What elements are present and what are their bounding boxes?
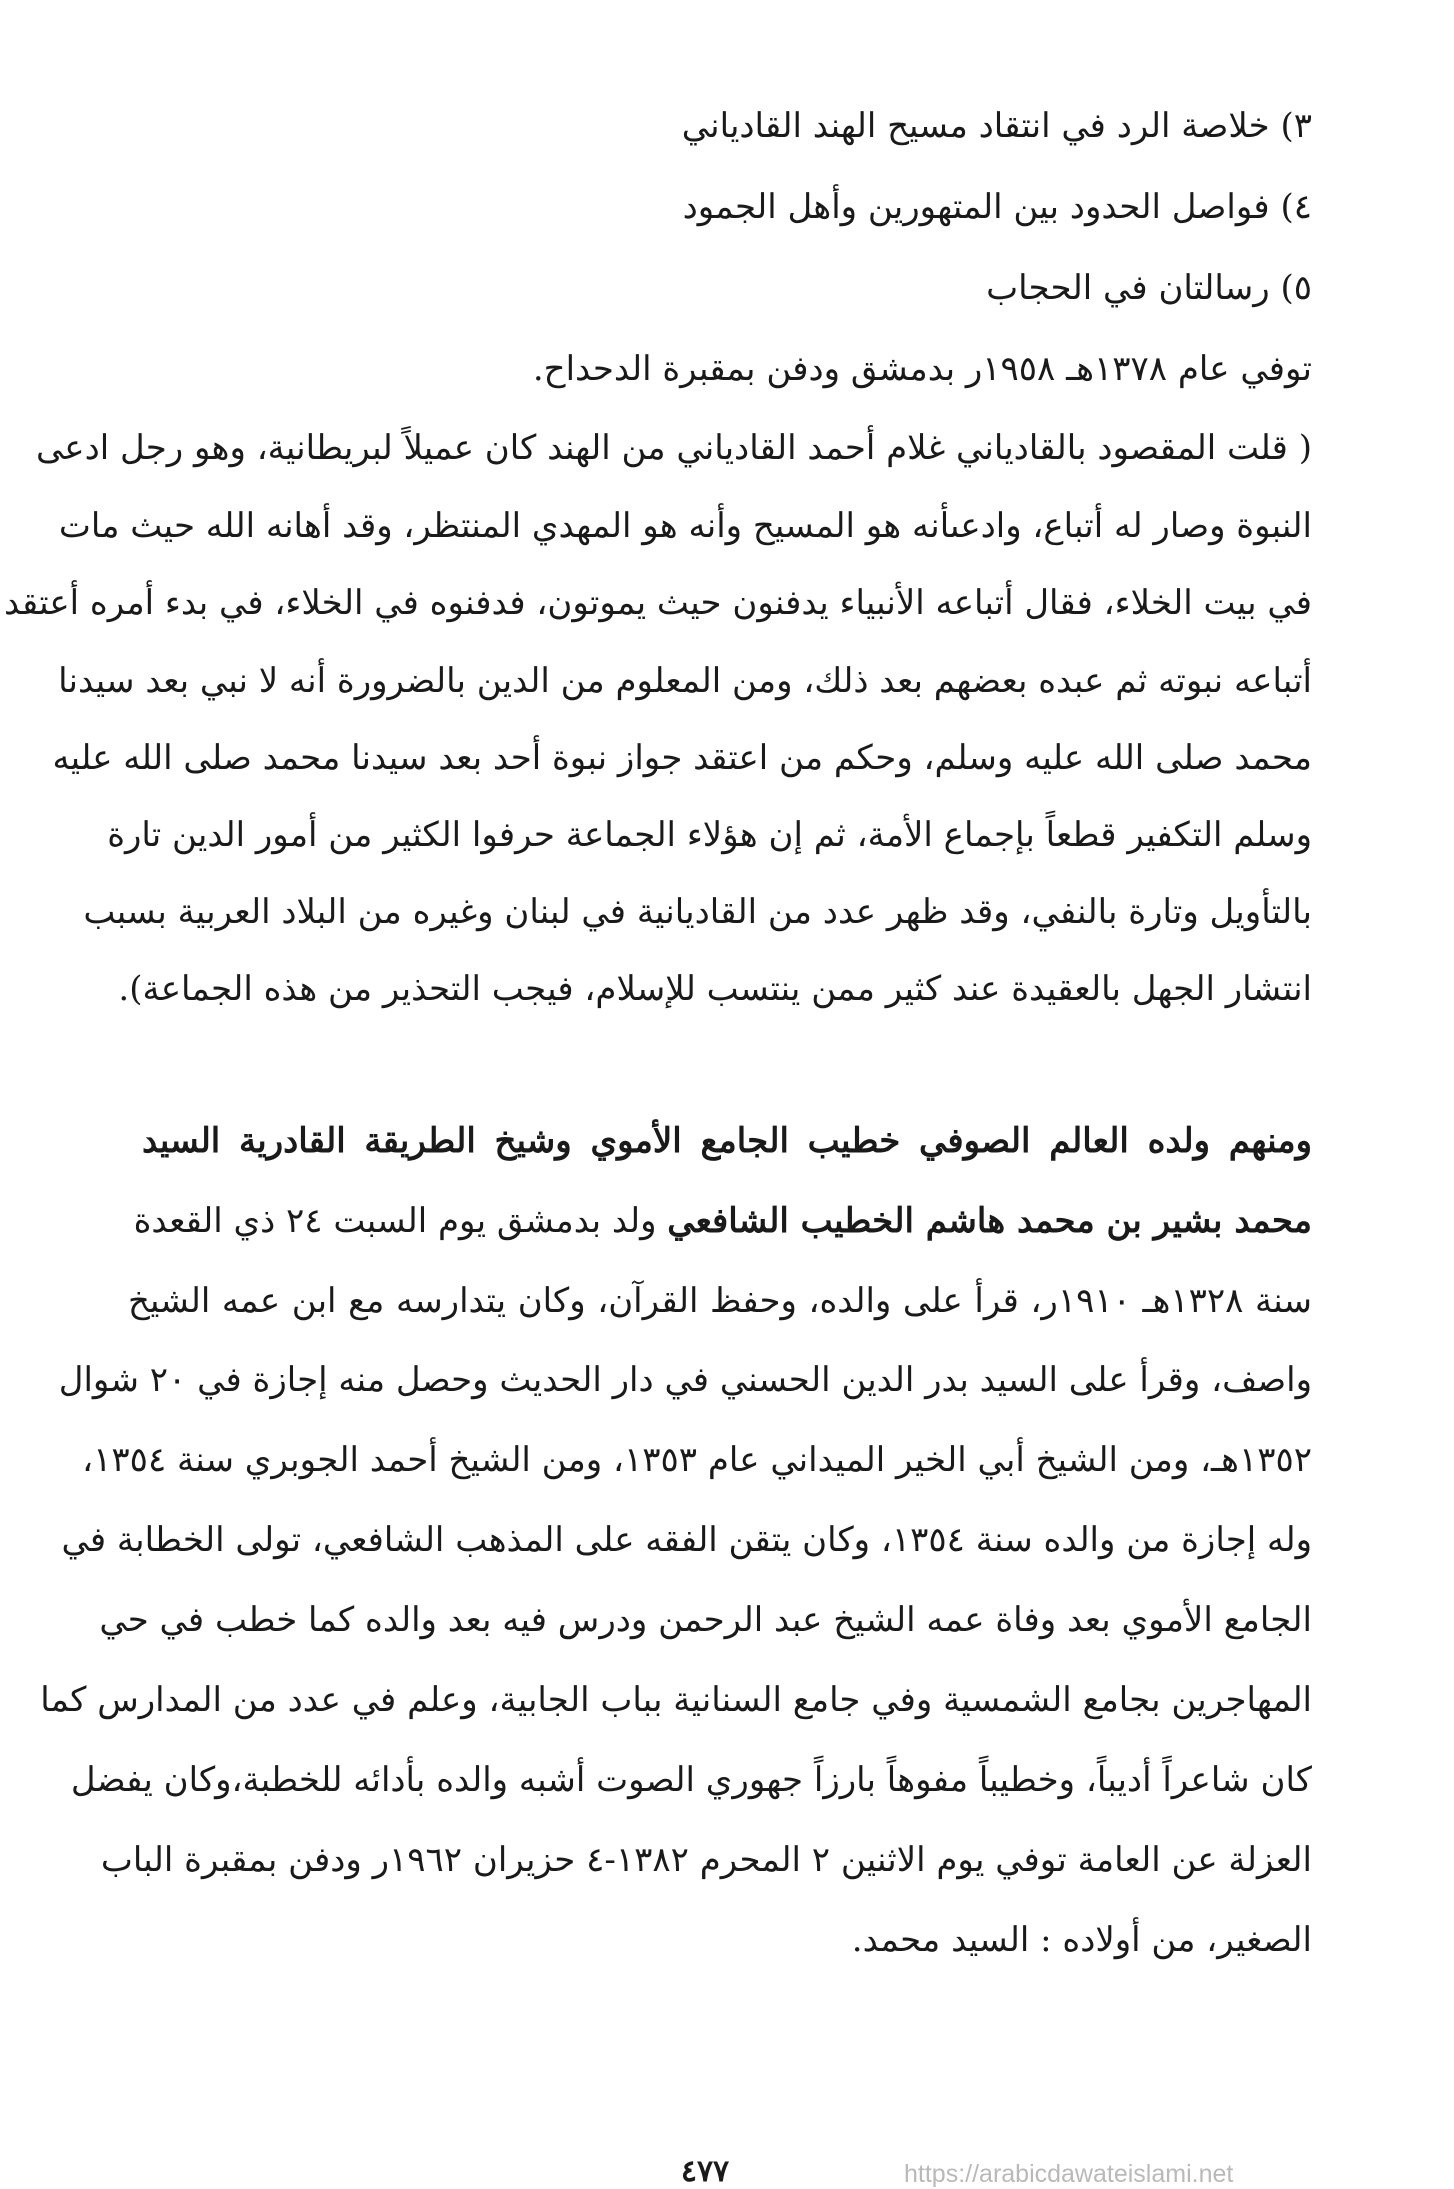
paragraph-line: المهاجرين بجامع الشمسية وفي جامع السنانية بباب الجابية، وعلم في عدد من المدارس كما [40,1680,1312,1720]
paragraph-line: وله إجازة من والده سنة ١٣٥٤، وكان يتقن الفقه على المذهب الشافعي، تولى الخطابة في [61,1520,1312,1560]
list-item-3: ٣) خلاصة الرد في انتقاد مسيح الهند القادياني [681,106,1312,146]
birth-info: ولد بدمشق يوم السبت ٢٤ ذي القعدة [133,1201,668,1241]
note-line: بالتأويل وتارة بالنفي، وقد ظهر عدد من القاديانية في لبنان وغيره من البلاد العربية بسبب [83,892,1312,932]
paragraph-line: الصغير، من أولاده : السيد محمد. [851,1920,1312,1960]
section-heading: ومنهم ولده العالم الصوفي خطيب الجامع الأموي وشيخ الطريقة القادرية السيد [142,1121,1312,1161]
page-number: ٤٧٧ [680,2154,730,2189]
paragraph-line: واصف، وقرأ على السيد بدر الدين الحسني في دار الحديث وحصل منه إجازة في ٢٠ شوال [58,1360,1312,1400]
note-line: انتشار الجهل بالعقيدة عند كثير ممن ينتسب للإسلام، فيجب التحذير من هذه الجماعة). [118,969,1312,1009]
note-line: ( قلت المقصود بالقادياني غلام أحمد القادياني من الهند كان عميلاً لبريطانية، وهو رجل ادعى [35,428,1312,468]
paragraph-line [128,1193,1312,1273]
note-line: أتباعه نبوته ثم عبده بعضهم بعد ذلك، ومن المعلوم من الدين بالضرورة أنه لا نبي بعد سيدنا [58,661,1312,701]
list-item-5: ٥) رسالتان في الحجاب [986,268,1312,308]
watermark-url: https://arabicdawateislami.net [904,2160,1234,2188]
list-item-4: ٤) فواصل الحدود بين المتهورين وأهل الجمود [682,187,1312,227]
note-line: محمد صلى الله عليه وسلم، وحكم من اعتقد جواز نبوة أحد بعد سيدنا محمد صلى الله عليه [52,738,1312,778]
note-line: النبوة وصار له أتباع، وادعىأنه هو المسيح وأنه هو المهدي المنتظر، وقد أهانه الله حيث مات [58,506,1312,546]
death-note: توفي عام ١٣٧٨هـ ١٩٥٨ر بدمشق ودفن بمقبرة الدحداح. [532,349,1312,389]
paragraph-line: الجامع الأموي بعد وفاة عمه الشيخ عبد الرحمن ودرس فيه بعد والده كما خطب في حي [99,1600,1312,1640]
person-name: محمد بشير بن محمد هاشم الخطيب الشافعي [667,1201,1312,1241]
note-line: وسلم التكفير قطعاً بإجماع الأمة، ثم إن هؤلاء الجماعة حرفوا الكثير من أمور الدين تارة [107,815,1312,855]
paragraph-line: كان شاعراً أديباً، وخطيباً مفوهاً بارزاً جهوري الصوت أشبه والده بأدائه للخطبة،وكان يفضل [70,1760,1312,1800]
paragraph-line: العزلة عن العامة توفي يوم الاثنين ٢ المحرم ١٣٨٢-٤ حزيران ١٩٦٢ر ودفن بمقبرة الباب [100,1840,1312,1880]
paragraph-line: ١٣٥٢هـ، ومن الشيخ أبي الخير الميداني عام ١٣٥٣، ومن الشيخ أحمد الجوبري سنة ١٣٥٤، [82,1440,1312,1480]
note-line: في بيت الخلاء، فقال أتباعه الأنبياء يدفنون حيث يموتون، فدفنوه في الخلاء، في بدء أمره أعتقد [4,583,1312,623]
paragraph-line: سنة ١٣٢٨هـ ١٩١٠ر، قرأ على والده، وحفظ القرآن، وكان يتدارسه مع ابن عمه الشيخ [128,1281,1312,1321]
